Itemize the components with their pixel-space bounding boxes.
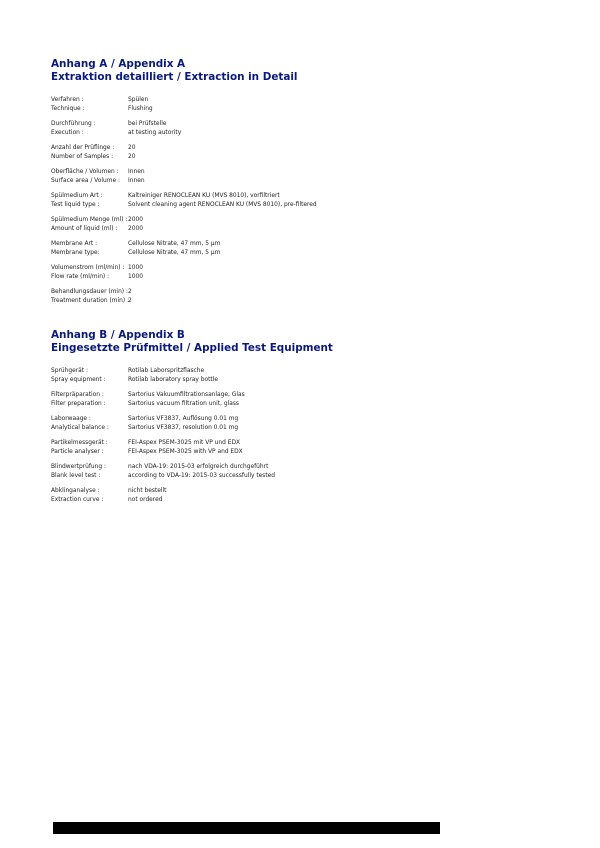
info-row-german <box>51 240 551 249</box>
field-value: FEI-Aspex PSEM-3025 with VP and EDX <box>128 449 243 455</box>
field-label: Amount of liquid (ml) : <box>51 226 118 232</box>
field-value: Kaltreiniger RENOCLEAN KU (MVS 8010), vorfiltriert <box>128 193 280 199</box>
field-value: Sartorius vacuum filtration unit, glass <box>128 401 239 407</box>
field-label: Sprühgerät : <box>51 368 88 374</box>
field-value: bei Prüfstelle <box>128 121 167 127</box>
appendix-a-table <box>51 96 551 312</box>
info-row-german <box>51 367 551 376</box>
field-label: Laborwaage : <box>51 416 91 422</box>
info-row-german <box>51 120 551 129</box>
field-label: Number of Samples : <box>51 154 114 160</box>
info-row-german <box>51 168 551 177</box>
field-label: Filterpräparation : <box>51 392 104 398</box>
info-row-english <box>51 424 551 433</box>
info-row-german <box>51 96 551 105</box>
field-label: Spülmedium Menge (ml) : <box>51 217 128 223</box>
info-group <box>51 288 551 306</box>
appendix-b-title: Anhang B / Appendix B <box>51 329 185 341</box>
field-value: at testing autority <box>128 130 182 136</box>
appendix-b-table <box>51 367 551 511</box>
field-value: 2000 <box>128 226 143 232</box>
field-label: Oberfläche / Volumen : <box>51 169 119 175</box>
field-value: 2000 <box>128 217 143 223</box>
info-group <box>51 487 551 505</box>
field-value: 20 <box>128 145 136 151</box>
field-value: nicht bestellt <box>128 488 167 494</box>
field-label: Particle analyser : <box>51 449 104 455</box>
info-group <box>51 240 551 258</box>
info-row-english <box>51 105 551 114</box>
info-row-english <box>51 249 551 258</box>
info-row-german <box>51 144 551 153</box>
field-value: not ordered <box>128 497 163 503</box>
footer-bar <box>53 822 440 834</box>
field-value: Sartorius Vakuumfiltrationsanlage, Glas <box>128 392 245 398</box>
info-group <box>51 192 551 210</box>
field-label: Analytical balance : <box>51 425 109 431</box>
info-row-german <box>51 487 551 496</box>
field-label: Membrane type: <box>51 250 100 256</box>
field-label: Surface area / Volume : <box>51 178 120 184</box>
info-row-german <box>51 216 551 225</box>
field-label: Partikelmessgerät : <box>51 440 108 446</box>
field-label: Blank level test : <box>51 473 101 479</box>
info-group <box>51 439 551 457</box>
field-label: Spray equipment : <box>51 377 106 383</box>
field-value: Innen <box>128 169 145 175</box>
field-label: Execution : <box>51 130 84 136</box>
field-value: Spülen <box>128 97 149 103</box>
field-value: 20 <box>128 154 136 160</box>
field-value: Flushing <box>128 106 153 112</box>
info-group <box>51 264 551 282</box>
info-row-german <box>51 439 551 448</box>
info-row-german <box>51 288 551 297</box>
field-value: 2 <box>128 289 132 295</box>
field-label: Behandlungsdauer (min) : <box>51 289 128 295</box>
field-value: Cellulose Nitrate, 47 mm, 5 µm <box>128 241 221 247</box>
info-row-english <box>51 129 551 138</box>
field-label: Flow rate (ml/min) : <box>51 274 110 280</box>
info-row-english <box>51 472 551 481</box>
info-group <box>51 144 551 162</box>
info-row-english <box>51 376 551 385</box>
appendix-a-subtitle: Extraktion detailliert / Extraction in Detail <box>51 71 298 83</box>
info-group <box>51 391 551 409</box>
info-group <box>51 463 551 481</box>
field-value: Sartorius VF3837, resolution 0.01 mg <box>128 425 239 431</box>
field-value: FEI-Aspex PSEM-3025 mit VP und EDX <box>128 440 241 446</box>
appendix-b-subtitle: Eingesetzte Prüfmittel / Applied Test Equipment <box>51 342 333 354</box>
field-value: 2 <box>128 298 132 304</box>
field-label: Abklinganalyse : <box>51 488 100 494</box>
info-row-english <box>51 400 551 409</box>
appendix-a-heading <box>51 58 297 84</box>
info-group <box>51 216 551 234</box>
field-value: nach VDA-19: 2015-03 erfolgreich durchgeführt <box>128 464 269 470</box>
field-value: Solvent cleaning agent RENOCLEAN KU (MVS 8010), pre-filtered <box>128 202 317 208</box>
info-row-german <box>51 192 551 201</box>
info-group <box>51 96 551 114</box>
field-label: Blindwertprüfung : <box>51 464 106 470</box>
info-group <box>51 168 551 186</box>
info-row-german <box>51 264 551 273</box>
info-group <box>51 367 551 385</box>
info-row-english <box>51 273 551 282</box>
info-row-german <box>51 415 551 424</box>
field-label: Filter preparation : <box>51 401 106 407</box>
field-label: Treatment duration (min) : <box>51 298 130 304</box>
field-label: Anzahl der Prüflinge : <box>51 145 115 151</box>
info-row-german <box>51 391 551 400</box>
info-row-english <box>51 225 551 234</box>
field-value: Sartorius VF3837, Auflösung 0.01 mg <box>128 416 239 422</box>
field-label: Extraction curve : <box>51 497 104 503</box>
field-label: Membrane Art : <box>51 241 98 247</box>
field-label: Technique : <box>51 106 85 112</box>
field-label: Durchführung : <box>51 121 96 127</box>
appendix-b-heading <box>51 329 333 355</box>
field-value: Rotilab Laborspritzflasche <box>128 368 205 374</box>
field-value: Rotilab laboratory spray bottle <box>128 377 218 383</box>
info-row-english <box>51 177 551 186</box>
info-row-english <box>51 201 551 210</box>
info-row-english <box>51 448 551 457</box>
info-row-english <box>51 496 551 505</box>
field-label: Test liquid type : <box>51 202 100 208</box>
field-value: 1000 <box>128 265 143 271</box>
field-value: Innen <box>128 178 145 184</box>
field-label: Verfahren : <box>51 97 84 103</box>
field-value: according to VDA-19: 2015-03 successfully tested <box>128 473 275 479</box>
info-row-english <box>51 153 551 162</box>
field-label: Volumenstrom (ml/min) : <box>51 265 125 271</box>
info-row-english <box>51 297 551 306</box>
info-group <box>51 415 551 433</box>
field-value: Cellulose Nitrate, 47 mm, 5 µm <box>128 250 221 256</box>
info-row-german <box>51 463 551 472</box>
field-label: Spülmedium Art : <box>51 193 103 199</box>
info-group <box>51 120 551 138</box>
appendix-a-title: Anhang A / Appendix A <box>51 58 186 70</box>
field-value: 1000 <box>128 274 143 280</box>
